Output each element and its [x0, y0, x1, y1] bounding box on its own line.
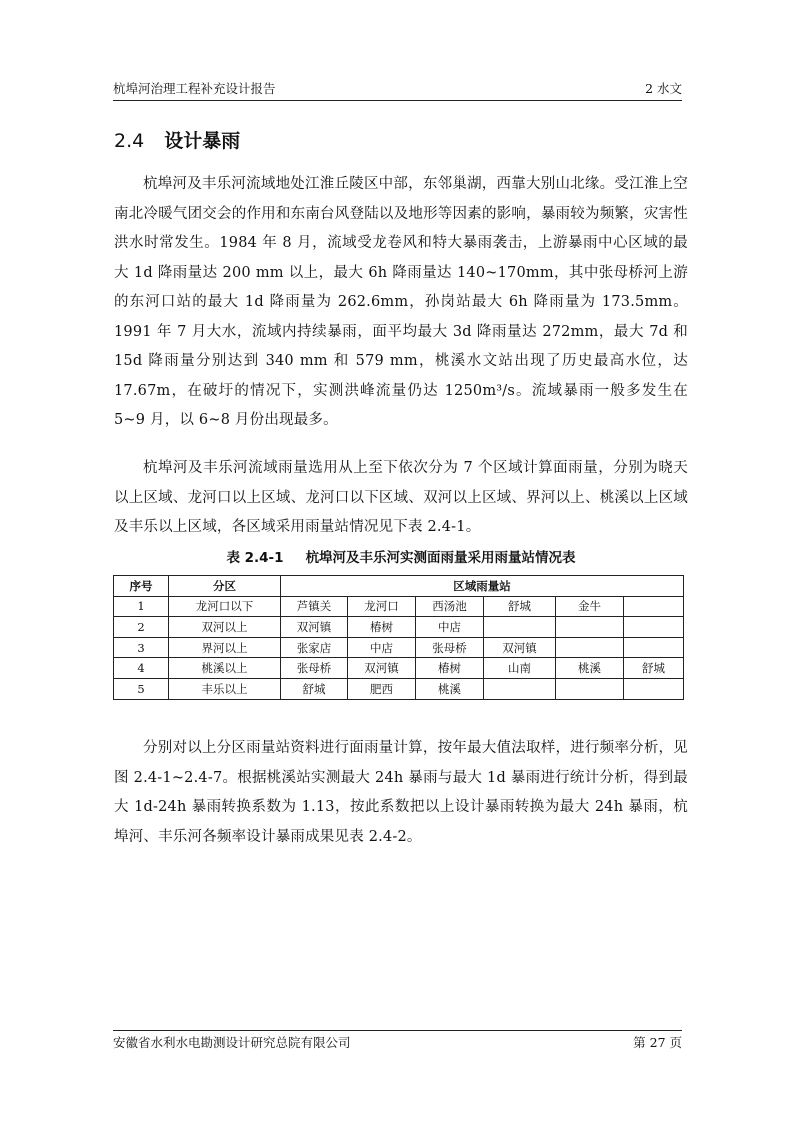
section-number: 2.4 — [114, 130, 145, 152]
table-cell: 双河镇 — [484, 637, 556, 658]
table-cell: 张母桥 — [281, 658, 348, 679]
table-cell: 舒城 — [624, 658, 684, 679]
table-cell — [484, 617, 556, 638]
table-cell: 双河镇 — [348, 658, 416, 679]
section-heading — [114, 128, 240, 154]
table-cell: 4 — [114, 658, 169, 679]
table-cell: 2 — [114, 617, 169, 638]
page-header — [113, 80, 682, 101]
table-cell: 5 — [114, 678, 169, 699]
table-cell: 山南 — [484, 658, 556, 679]
table-cell — [624, 596, 684, 617]
table-cell: 肥西 — [348, 678, 416, 699]
header-stations: 区域雨量站 — [281, 576, 684, 597]
table-cell: 金牛 — [556, 596, 624, 617]
table-caption-title: 杭埠河及丰乐河实测面雨量采用雨量站情况表 — [305, 550, 576, 566]
footer-page-number: 第 27 页 — [633, 1035, 682, 1050]
table-row — [114, 678, 684, 699]
table-cell — [556, 678, 624, 699]
table-row — [114, 658, 684, 679]
table-cell: 双河镇 — [281, 617, 348, 638]
table-cell: 桃溪 — [556, 658, 624, 679]
table-caption — [114, 547, 688, 569]
table-header-row — [114, 576, 684, 597]
table-cell — [624, 678, 684, 699]
table-cell: 桃溪 — [416, 678, 484, 699]
table-cell: 舒城 — [281, 678, 348, 699]
table-cell: 中店 — [348, 637, 416, 658]
table-row — [114, 637, 684, 658]
table-cell: 芦镇关 — [281, 596, 348, 617]
header-index: 序号 — [114, 576, 169, 597]
table-cell — [624, 637, 684, 658]
section-title: 设计暴雨 — [164, 130, 241, 152]
table-cell: 张家店 — [281, 637, 348, 658]
table-cell — [556, 617, 624, 638]
table-cell: 丰乐以上 — [169, 678, 281, 699]
table-cell — [484, 678, 556, 699]
paragraph-frequency-analysis: 分别对以上分区雨量站资料进行面雨量计算，按年最大值法取样，进行频率分析，见图 2.4-1~2.4-7。根据桃溪站实测最大 24h 暴雨与最大 1d 暴雨进行统计分析，得到最大 1d-24h 暴雨转换系数为 1.13，按此系数把以上设计暴雨转换为最大 24h 暴雨，杭埠河、丰乐河各频率设计暴雨成果见表 2.4-2。 — [114, 740, 688, 845]
table-cell: 界河以上 — [169, 637, 281, 658]
table-cell: 椿树 — [416, 658, 484, 679]
rain-gauge-table — [113, 575, 684, 700]
table-cell: 3 — [114, 637, 169, 658]
table-cell — [556, 637, 624, 658]
table-row — [114, 617, 684, 638]
table-cell: 椿树 — [348, 617, 416, 638]
table-cell: 桃溪以上 — [169, 658, 281, 679]
table-row — [114, 596, 684, 617]
table-cell: 1 — [114, 596, 169, 617]
paragraph-rainfall-zones: 杭埠河及丰乐河流域雨量选用从上至下依次分为 7 个区域计算面雨量，分别为晓天以上区域、龙河口以上区域、龙河口以下区域、双河以上区域、界河以上、桃溪以上区域及丰乐以上区域，各区域采用雨量站情况见下表 2.4-1。 — [114, 460, 688, 535]
paragraph-rainstorm-overview: 杭埠河及丰乐河流域地处江淮丘陵区中部，东邻巢湖，西靠大别山北缘。受江淮上空南北冷暖气团交会的作用和东南台风登陆以及地形等因素的影响，暴雨较为频繁，灾害性洪水时常发生。1984 年 8 月，流域受龙卷风和特大暴雨袭击，上游暴雨中心区域的最大 1d 降雨量达 200 mm 以上，最大 6h 降雨量达 140~170mm，其中张母桥河上游的东河口站的最大 1d 降雨量为 262.6mm，孙岗站最大 6h 降雨量为 173.5mm。1991 年 7 月大水，流域内持续暴雨，面平均最大 3d 降雨量达 272mm，最大 7d 和 15d 降雨量分别达到 340 mm 和 579 mm，桃溪水文站出现了历史最高水位，达 17.67m，在破圩的情况下，实测洪峰流量仍达 1250m³/s。流域暴雨一般多发生在 5~9 月，以 6~8 月份出现最多。 — [114, 176, 688, 428]
table-cell: 张母桥 — [416, 637, 484, 658]
header-zone: 分区 — [169, 576, 281, 597]
table-cell: 龙河口 — [348, 596, 416, 617]
page-footer — [113, 1030, 682, 1053]
table-cell — [624, 617, 684, 638]
table-cell: 中店 — [416, 617, 484, 638]
footer-organization: 安徽省水利水电勘测设计研究总院有限公司 — [113, 1035, 351, 1050]
table-cell: 龙河口以下 — [169, 596, 281, 617]
header-chapter: 2 水文 — [645, 81, 682, 96]
table-caption-number: 表 2.4-1 — [226, 550, 284, 566]
table-cell: 双河以上 — [169, 617, 281, 638]
table-cell: 舒城 — [484, 596, 556, 617]
header-doc-title: 杭埠河治理工程补充设计报告 — [113, 81, 276, 96]
table-cell: 西汤池 — [416, 596, 484, 617]
